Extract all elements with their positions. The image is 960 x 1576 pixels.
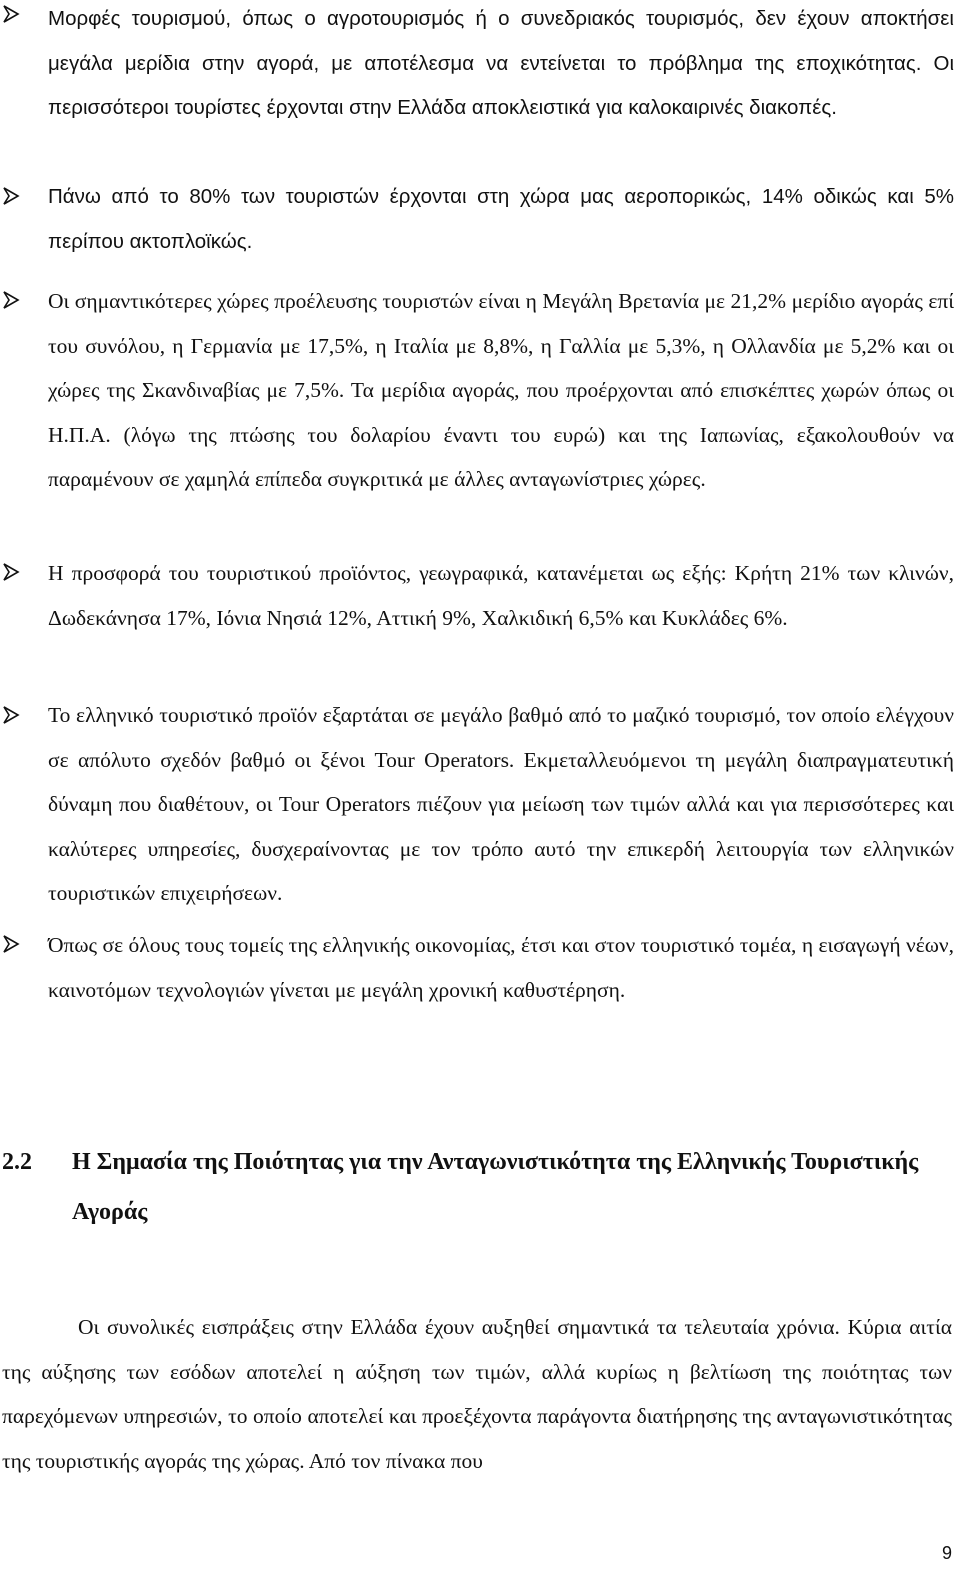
section-number: 2.2 — [2, 1149, 32, 1175]
body-paragraph: Οι συνολικές εισπράξεις στην Ελλάδα έχουν αυξηθεί σημαντικά τα τελευταία χρόνια. Κύρια αιτία της αύξησης των εσόδων αποτελεί η αύξηση των τιμών, αλλά κυρίως η βελτίωση της ποιότητας των παρεχόμενων υπηρεσιών, το οποίο αποτελεί και προεξέχοντα παράγοντα διατήρησης της ανταγωνιστικότητας της τουριστικής αγοράς της χώρας. Από τον πίνακα που — [2, 1315, 952, 1473]
bullet-item-3: Οι σημαντικότερες χώρες προέλευσης τουριστών είναι η Μεγάλη Βρετανία με 21,2% μερίδιο αγοράς επί του συνόλου, η Γερμανία με 17,5%, η Ιταλία με 8,8%, η Γαλλία με 5,3%, η Ολλανδία με 5,2% και οι χώρες της Σκανδιναβίας με 7,5%. Τα μερίδια αγοράς, που προέρχονται από επισκέπτες χωρών όπως οι Η.Π.Α. (λόγω της πτώσης του δολαρίου έναντι του ευρώ) και της Ιαπωνίας, εξακολουθούν να παραμένουν σε χαμηλά επίπεδα συγκριτικά με άλλες ανταγωνίστριες χώρες. — [48, 289, 954, 491]
arrowhead-bullet-icon — [2, 187, 20, 205]
arrowhead-bullet-icon — [2, 706, 20, 724]
bullet-item-4: Η προσφορά του τουριστικού προϊόντος, γεωγραφικά, κατανέμεται ως εξής: Κρήτη 21% των κλινών, Δωδεκάνησα 17%, Ιόνια Νησιά 12%, Αττική 9%, Χαλκιδική 6,5% και Κυκλάδες 6%. — [48, 561, 954, 630]
section-title: Η Σημασία της Ποιότητας για την Ανταγωνιστικότητα της Ελληνικής Τουριστικής Αγοράς — [72, 1149, 919, 1225]
page-number: 9 — [941, 1543, 952, 1563]
arrowhead-bullet-icon — [2, 563, 20, 581]
arrowhead-bullet-icon — [2, 5, 20, 23]
arrowhead-bullet-icon — [2, 935, 20, 953]
bullet-item-5: Το ελληνικό τουριστικό προϊόν εξαρτάται σε μεγάλο βαθμό από το μαζικό τουρισμό, τον οποίο ελέγχουν σε απόλυτο σχεδόν βαθμό οι ξένοι Tour Operators. Εκμεταλλευόμενοι τη μεγάλη διαπραγματευτική δύναμη που διαθέτουν, οι Tour Operators πιέζουν για μείωση των τιμών αλλά και για περισσότερες και καλύτερες υπηρεσίες, δυσχεραίνοντας με τον τρόπο αυτό την επικερδή λειτουργία των ελληνικών τουριστικών επιχειρήσεων. — [48, 703, 954, 905]
bullet-item-1: Μορφές τουρισμού, όπως ο αγροτουρισμός ή ο συνεδριακός τουρισμός, δεν έχουν αποκτήσει μεγάλα μερίδια στην αγορά, με αποτέλεσμα να εντείνεται το πρόβλημα της εποχικότητας. Οι περισσότεροι τουρίστες έρχονται στην Ελλάδα αποκλειστικά για καλοκαιρινές διακοπές. — [48, 7, 954, 119]
bullet-item-6: Όπως σε όλους τους τομείς της ελληνικής οικονομίας, έτσι και στον τουριστικό τομέα, η εισαγωγή νέων, καινοτόμων τεχνολογιών γίνεται με μεγάλη χρονική καθυστέρηση. — [48, 933, 954, 1002]
arrowhead-bullet-icon — [2, 291, 20, 309]
bullet-item-2: Πάνω από το 80% των τουριστών έρχονται στη χώρα μας αεροπορικώς, 14% οδικώς και 5% περίπου ακτοπλοϊκώς. — [48, 185, 954, 253]
